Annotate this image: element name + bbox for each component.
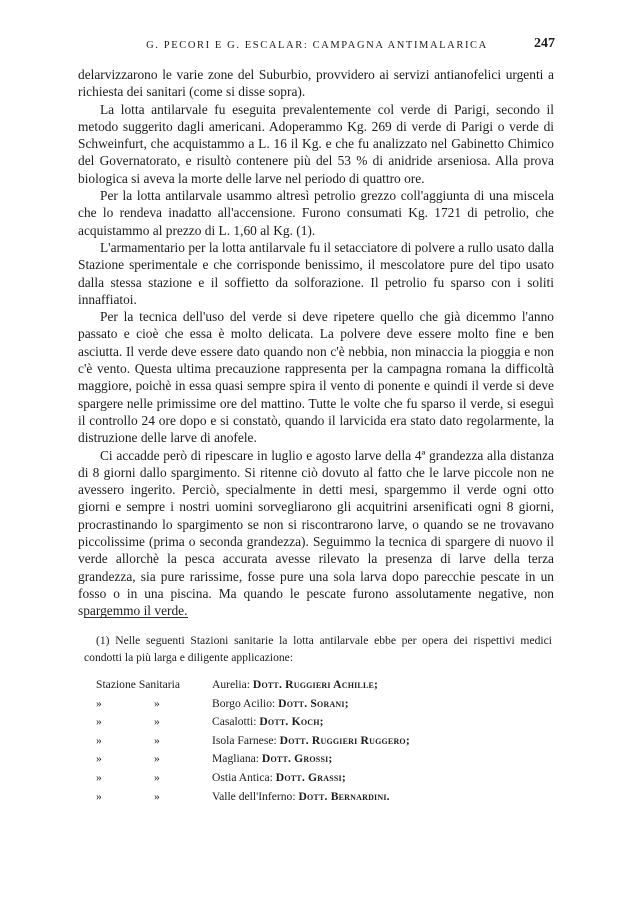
- station-name: Casalotti: [212, 715, 254, 729]
- paragraph: Per la lotta antilarvale usammo altresì petrolio grezzo coll'aggiunta di una miscela che lo rendeva inadatto all'accensione. Furono consumati Kg. 1721 di petrolio, che acquistammo al prezzo di L. 1,60 al Kg. (1).: [78, 188, 554, 238]
- list-item: » » Casalotti : Dott. Koch;: [96, 713, 556, 732]
- list-item: » » Magliana : Dott. Grossi;: [96, 750, 556, 769]
- running-header: [78, 40, 556, 51]
- ditto-mark: »: [96, 715, 102, 729]
- ditto-mark: »: [154, 789, 160, 803]
- running-title: G. PECORI E G. ESCALAR: CAMPAGNA ANTIMALARICA: [146, 40, 488, 51]
- main-text: [78, 66, 554, 620]
- paragraph: Ci accadde però di ripescare in luglio e agosto larve della 4ª grandezza alla distanza di 8 giorni dallo spargimento. Si ritenne ciò dovuto al fatto che le larve piccole non ne avessero ingerito. Perciò, specialmente in detti mesi, spargemmo il verde ogni otto giorni e sempre i nostri uomini sorvegliarono gli acquitrini arsenificati ogni 8 giorni, procrastinando lo spargimento se non si riscontrarono larve, o quando se ne trovavano piccolissime (prima o seconda grandezza). Seguimmo la tecnica di spargere di nuovo il verde allorchè la pesca accurata avesse rilevato la presenza di larve della terza grandezza, sia pure rarissime, fosse pure una sola larva dopo parecchie pescate in un fosso o in una piscina. Ma quando le pescate furono assolutamente negative, non spargemmo il verde.: [78, 447, 554, 619]
- list-item: » » Valle dell'Inferno : Dott. Bernardini.: [96, 788, 556, 807]
- paragraph: La lotta antilarvale fu eseguita prevalentemente col verde di Parigi, secondo il metodo suggerito dagli americani. Adoperammo Kg. 269 di verde di Parigi o verde di Schweinfurt, che acquistammo a L. 16 il Kg. e che fu analizzato nel Gabinetto Chimico del Governatorato, e risultò contenere più del 53 % di anidride arseniosa. Alla prova biologica si aveva la morte delle larve nel periodo di quattro ore.: [78, 101, 554, 186]
- ditto-mark: »: [96, 696, 102, 710]
- station-name: Borgo Acilio: [212, 696, 273, 710]
- ditto-mark: »: [154, 696, 160, 710]
- station-name: Aurelia: [212, 678, 247, 691]
- list-item: » » Ostia Antica : Dott. Grassi;: [96, 769, 556, 788]
- ditto-mark: »: [96, 770, 102, 784]
- list-item: » » Borgo Acilio : Dott. Sorani;: [96, 695, 556, 714]
- doctor-name: Dott. Grassi;: [275, 770, 346, 784]
- station-name: Ostia Antica: [212, 770, 270, 784]
- ditto-mark: »: [154, 715, 160, 729]
- footnote-divider: [84, 617, 188, 618]
- doctor-name: Dott. Koch;: [259, 715, 324, 729]
- station-list: [96, 676, 556, 806]
- paragraph: Per la tecnica dell'uso del verde si deve ripetere quello che già dicemmo l'anno passato e cioè che essa è molto delicata. La polvere deve essere molto fine e ben asciutta. Il verde deve essere dato quando non c'è nebbia, non minaccia la pioggia e non c'è vento. Questa ultima precauzione rappresenta per la campagna romana la difficoltà maggiore, poichè in essa quasi sempre spira il vento di ponente e quindi il verde si deve spargere nelle primissime ore del mattino. Tutte le volte che fu sparso il verde, si eseguì il controllo 24 ore dopo e si constatò, quando il larvicida era stato dato regolarmente, la distruzione delle larve di anofele.: [78, 309, 554, 446]
- station-prefix: Stazione Sanitaria: [96, 678, 181, 691]
- station-name: Magliana: [212, 752, 256, 766]
- doctor-name: Dott. Ruggieri Achille;: [252, 678, 379, 691]
- doctor-name: Dott. Bernardini.: [298, 789, 390, 803]
- station-name: Valle dell'Inferno: [212, 789, 293, 803]
- paragraph: delarvizzarono le varie zone del Suburbio, provvidero ai servizi antianofelici urgenti a richiesta dei sanitari (come si disse sopra).: [78, 67, 554, 100]
- paragraph: L'armamentario per la lotta antilarvale fu il setacciatore di polvere a rullo usato dalla Stazione sperimentale e che corrisponde benissimo, il mescolatore pure del tipo usato dalla stessa stazione e il soffietto da solforazione. Il petrolio fu sparso con i soliti innaffiatoi.: [78, 239, 554, 307]
- ditto-mark: »: [96, 733, 102, 747]
- ditto-mark: »: [96, 789, 102, 803]
- doctor-name: Dott. Grossi;: [261, 752, 333, 766]
- ditto-mark: »: [154, 752, 160, 766]
- doctor-name: Dott. Ruggieri Ruggero;: [279, 733, 410, 747]
- doctor-name: Dott. Sorani;: [278, 696, 349, 710]
- list-item: » » Isola Farnese : Dott. Ruggieri Ruggero;: [96, 732, 556, 751]
- footnote-text: (1) Nelle seguenti Stazioni sanitarie la lotta antilarvale ebbe per opera dei rispettivi medici condotti la più larga e diligente applicazione:: [84, 634, 552, 664]
- ditto-mark: »: [154, 770, 160, 784]
- page-number: 247: [534, 36, 555, 51]
- list-item: Stazione Sanitaria Aurelia : Dott. Ruggieri Achille;: [96, 676, 556, 695]
- ditto-mark: »: [96, 752, 102, 766]
- ditto-mark: »: [154, 733, 160, 747]
- footnote: [84, 633, 552, 666]
- station-name: Isola Farnese: [212, 733, 274, 747]
